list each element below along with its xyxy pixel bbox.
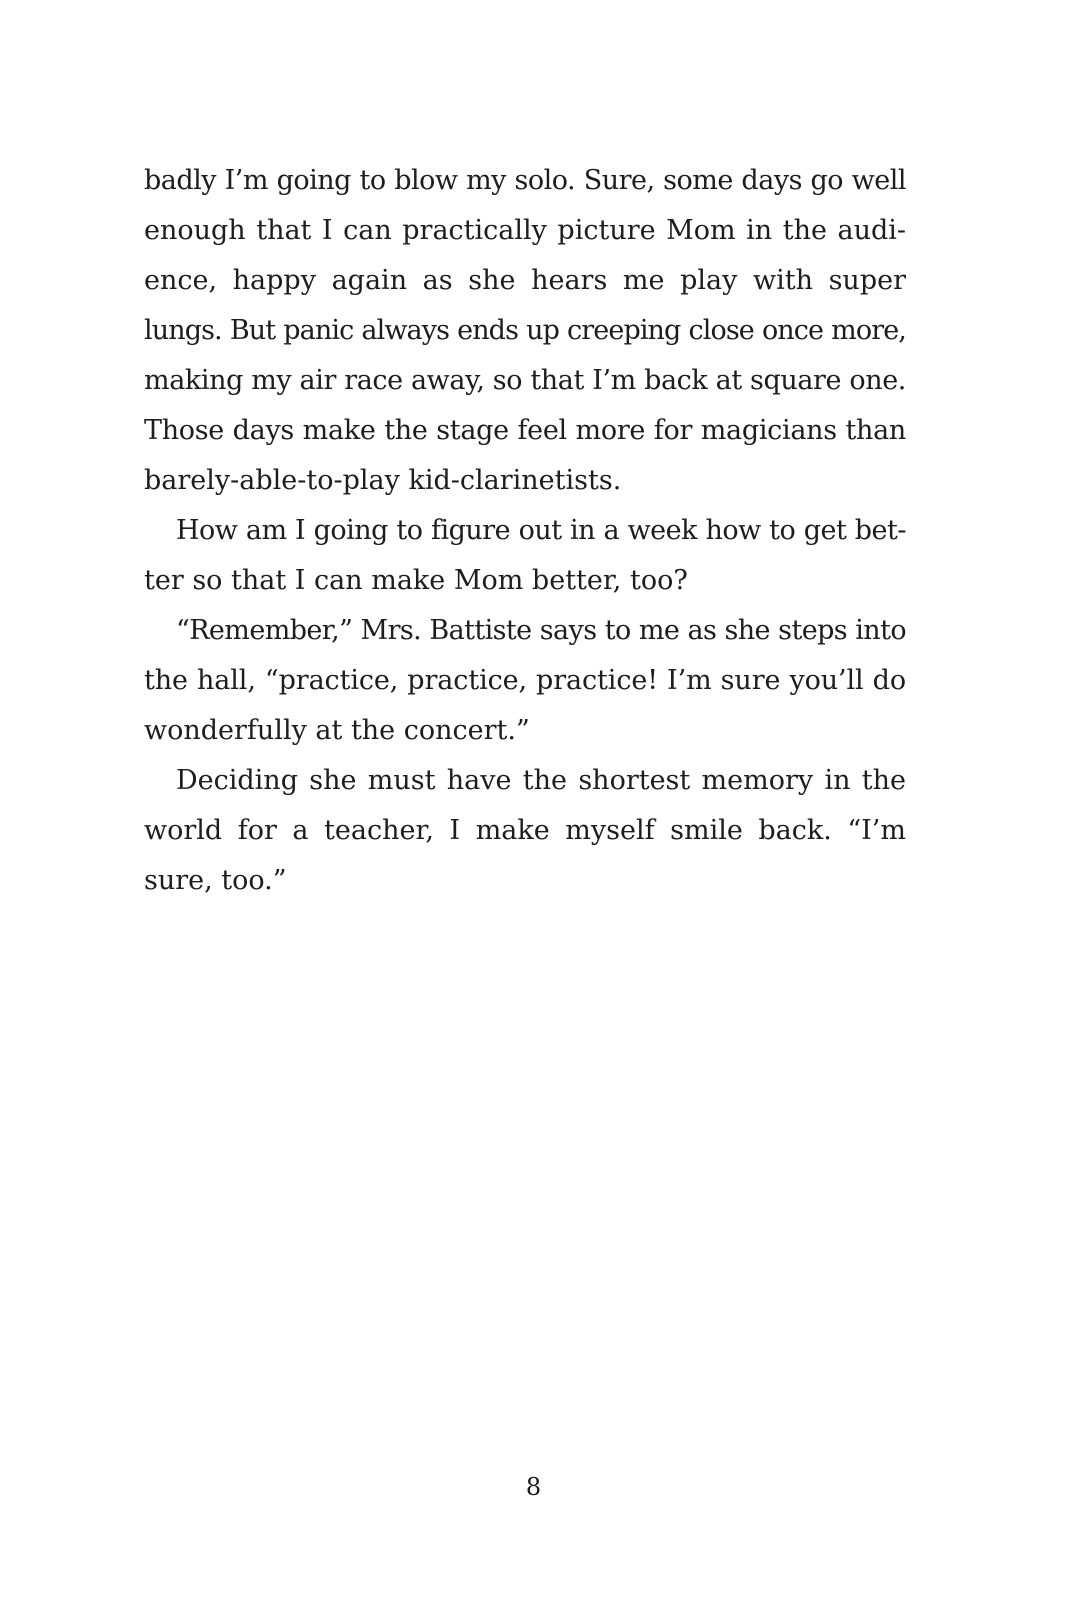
text-line: Deciding she must have the shortest memory in the bbox=[176, 765, 906, 796]
text-line: badly I’m going to blow my solo. Sure, some days go well bbox=[144, 165, 906, 196]
paragraph-2 bbox=[144, 506, 906, 606]
text-line: ter so that I can make Mom better, too? bbox=[144, 565, 688, 596]
text-line: enough that I can practically picture Mom in the audi- bbox=[144, 215, 906, 246]
text-line: making my air race away, so that I’m back at square one. bbox=[144, 365, 906, 396]
text-line: How am I going to figure out in a week how to get bet- bbox=[176, 515, 906, 546]
body-text bbox=[144, 156, 906, 906]
text-line: wonderfully at the concert.” bbox=[144, 715, 530, 746]
text-line: Those days make the stage feel more for magicians than bbox=[144, 415, 906, 446]
paragraph-3 bbox=[144, 606, 906, 756]
paragraph-4 bbox=[144, 756, 906, 906]
text-line: sure, too.” bbox=[144, 865, 287, 896]
paragraph-1 bbox=[144, 156, 906, 506]
text-line: lungs. But panic always ends up creeping close once more, bbox=[144, 315, 906, 346]
page-number: 8 bbox=[525, 1473, 542, 1501]
text-line: “Remember,” Mrs. Battiste says to me as she steps into bbox=[176, 615, 906, 646]
text-line: ence, happy again as she hears me play with super bbox=[144, 265, 906, 296]
text-line: world for a teacher, I make myself smile back. “I’m bbox=[144, 815, 906, 846]
text-line: barely-able-to-play kid-clarinetists. bbox=[144, 465, 622, 496]
text-line: the hall, “practice, practice, practice! I’m sure you’ll do bbox=[144, 665, 906, 696]
